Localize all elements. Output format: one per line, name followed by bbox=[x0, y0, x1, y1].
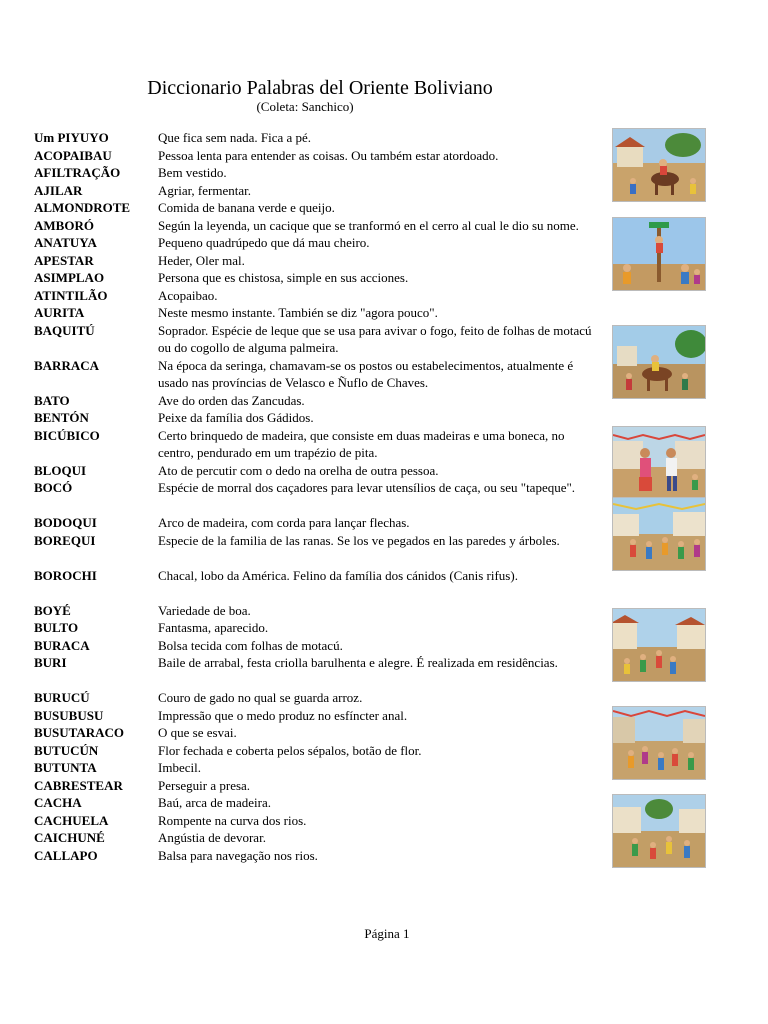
dictionary-entry bbox=[34, 147, 594, 165]
entry-definition: Neste mesmo instante. También se diz "agora pouco". bbox=[158, 305, 438, 320]
dictionary-entry bbox=[34, 479, 594, 497]
entry-definition: Fantasma, aparecido. bbox=[158, 620, 269, 635]
dictionary-entry bbox=[34, 164, 594, 182]
entry-definition: Arco de madeira, com corda para lançar flechas. bbox=[158, 515, 410, 530]
dictionary-list bbox=[34, 129, 594, 864]
entry-term: CACHA bbox=[34, 795, 82, 810]
dictionary-entry bbox=[34, 357, 594, 392]
dictionary-entry bbox=[34, 322, 594, 357]
entry-definition: Soprador. Espécie de leque que se usa para avivar o fogo, feito de folhas de motacú ou do cogollo de alguma palmeira. bbox=[158, 322, 592, 355]
dictionary-entry bbox=[34, 217, 594, 235]
entry-definition: Bem vestido. bbox=[158, 165, 227, 180]
entry-definition: Baile de arrabal, festa criolla barulhenta e alegre. É realizada em residências. bbox=[158, 655, 558, 670]
dictionary-entry bbox=[34, 269, 594, 287]
page-subtitle: (Coleta: Sanchico) bbox=[256, 99, 354, 114]
entry-definition: Espécie de morral dos caçadores para levar utensílios de caça, ou seu "tapeque". bbox=[158, 480, 576, 495]
dictionary-entry bbox=[34, 462, 594, 480]
entry-definition: Variedade de boa. bbox=[158, 602, 251, 618]
dictionary-entry bbox=[34, 847, 594, 865]
dictionary-entry bbox=[34, 567, 594, 585]
entry-definition: Couro de gado no qual se guarda arroz. bbox=[158, 690, 363, 705]
entry-definition: Persona que es chistosa, simple en sus acciones. bbox=[158, 270, 409, 285]
dictionary-entry bbox=[34, 812, 594, 830]
entry-term: BICÚBICO bbox=[34, 427, 100, 443]
dictionary-entry bbox=[34, 689, 594, 707]
dictionary-entry bbox=[34, 182, 594, 200]
entry-term: BULTO bbox=[34, 620, 79, 635]
dictionary-entry bbox=[34, 794, 594, 812]
entry-term: ACOPAIBAU bbox=[34, 147, 112, 163]
entry-term: BARRACA bbox=[34, 357, 99, 373]
entry-definition: Impressão que o medo produz no esfíncter anal. bbox=[158, 707, 408, 723]
entry-definition: Certo brinquedo de madeira, que consiste em duas madeiras e uma boneca, no centro, pendurado em um trapézio de pita. bbox=[158, 427, 565, 460]
entry-term: BOCÓ bbox=[34, 480, 73, 495]
dictionary-entry bbox=[34, 304, 594, 322]
dictionary-entry bbox=[34, 409, 594, 427]
dictionary-entry bbox=[34, 829, 594, 847]
entry-definition: Pequeno quadrúpedo que dá mau cheiro. bbox=[158, 235, 370, 250]
entry-term: AJILAR bbox=[34, 182, 83, 198]
dictionary-entry bbox=[34, 392, 594, 410]
entry-term: ANATUYA bbox=[34, 235, 97, 250]
entry-term: BLOQUI bbox=[34, 462, 87, 478]
entry-term: CAICHUNÉ bbox=[34, 830, 105, 845]
entry-definition: Comida de banana verde e queijo. bbox=[158, 200, 335, 215]
entry-term: BURI bbox=[34, 655, 67, 670]
entry-term: BODOQUI bbox=[34, 515, 97, 530]
entry-term: CABRESTEAR bbox=[34, 777, 123, 793]
dictionary-entry bbox=[34, 427, 594, 462]
illustration-cart-horse bbox=[612, 325, 706, 399]
entry-definition: Na época da seringa, chamavam-se os postos ou estabelecimentos, atualmente é usado nas províncias de Velasco e Ñuflo de Chaves. bbox=[158, 357, 574, 390]
entry-definition: Acopaibao. bbox=[158, 287, 218, 303]
entry-term: AFILTRAÇÃO bbox=[34, 165, 121, 180]
entry-term: BOYÉ bbox=[34, 602, 71, 618]
illustration-plaza-crowd bbox=[612, 706, 706, 780]
entry-definition: Flor fechada e coberta pelos sépalos, botão de flor. bbox=[158, 742, 422, 758]
dictionary-entry bbox=[34, 514, 594, 532]
entry-definition: Pessoa lenta para entender as coisas. Ou também estar atordoado. bbox=[158, 147, 499, 163]
dictionary-entry bbox=[34, 707, 594, 725]
entry-term: Um PIYUYO bbox=[34, 130, 109, 145]
entry-definition: Baú, arca de madeira. bbox=[158, 795, 271, 810]
entry-definition: Rompente na curva dos rios. bbox=[158, 812, 307, 828]
entry-term: CALLAPO bbox=[34, 847, 98, 863]
entry-definition: Angústia de devorar. bbox=[158, 830, 266, 845]
illustration-pole-climb bbox=[612, 217, 706, 291]
page-number: Página 1 bbox=[364, 926, 410, 941]
dictionary-entry bbox=[34, 287, 594, 305]
entry-term: BUSUTARACO bbox=[34, 725, 125, 740]
dictionary-entry bbox=[34, 234, 594, 252]
entry-definition: Imbecil. bbox=[158, 760, 201, 775]
entry-term: AMBORÓ bbox=[34, 217, 94, 233]
dictionary-entry bbox=[34, 724, 594, 742]
dictionary-entry bbox=[34, 619, 594, 637]
entry-definition: O que se esvai. bbox=[158, 725, 237, 740]
entry-term: BENTÓN bbox=[34, 410, 89, 425]
dictionary-entry bbox=[34, 252, 594, 270]
entry-term: BUSUBUSU bbox=[34, 707, 104, 723]
dictionary-entry bbox=[34, 654, 594, 672]
entry-term: CACHUELA bbox=[34, 812, 109, 828]
entry-definition: Según la leyenda, un cacique que se tranformó en el cerro al cual le dio su nome. bbox=[158, 217, 579, 233]
dictionary-entry bbox=[34, 759, 594, 777]
illustration-couple-dancing bbox=[612, 426, 706, 500]
entry-definition: Agriar, fermentar. bbox=[158, 182, 251, 198]
illustration-street-games bbox=[612, 794, 706, 868]
dictionary-entry bbox=[34, 532, 594, 550]
entry-definition: Peixe da família dos Gádidos. bbox=[158, 410, 314, 425]
entry-term: BURUCÚ bbox=[34, 690, 90, 705]
entry-definition: Especie de la familia de las ranas. Se los ve pegados en las paredes y árboles. bbox=[158, 532, 560, 548]
entry-definition: Balsa para navegação nos rios. bbox=[158, 847, 318, 863]
dictionary-entry bbox=[34, 777, 594, 795]
entry-term: BURACA bbox=[34, 637, 90, 653]
entry-definition: Perseguir a presa. bbox=[158, 777, 251, 793]
dictionary-entry bbox=[34, 199, 594, 217]
dictionary-entry bbox=[34, 637, 594, 655]
dictionary-entry bbox=[34, 742, 594, 760]
illustration-street-festival bbox=[612, 497, 706, 571]
entry-term: BOREQUI bbox=[34, 532, 96, 548]
dictionary-entry bbox=[34, 602, 594, 620]
entry-definition: Que fica sem nada. Fica a pé. bbox=[158, 130, 312, 145]
entry-definition: Heder, Oler mal. bbox=[158, 252, 245, 268]
entry-term: APESTAR bbox=[34, 252, 94, 268]
entry-term: ALMONDROTE bbox=[34, 200, 131, 215]
entry-term: BATO bbox=[34, 392, 70, 408]
entry-term: BOROCHI bbox=[34, 567, 97, 583]
illustration-horse-rider bbox=[612, 128, 706, 202]
entry-definition: Bolsa tecida com folhas de motacú. bbox=[158, 637, 343, 653]
entry-definition: Ato de percutir com o dedo na orelha de outra pessoa. bbox=[158, 462, 439, 478]
entry-definition: Ave do orden das Zancudas. bbox=[158, 392, 305, 408]
entry-term: BAQUITÚ bbox=[34, 322, 95, 338]
entry-term: ATINTILÃO bbox=[34, 287, 108, 303]
entry-term: AURITA bbox=[34, 305, 85, 320]
entry-term: BUTUNTA bbox=[34, 760, 97, 775]
illustration-village-dance bbox=[612, 608, 706, 682]
page-title: Diccionario Palabras del Oriente Boliviano bbox=[147, 77, 493, 99]
entry-term: BUTUCÚN bbox=[34, 742, 99, 758]
entry-definition: Chacal, lobo da América. Felino da família dos cánidos (Canis rifus). bbox=[158, 567, 518, 583]
entry-term: ASIMPLAO bbox=[34, 270, 105, 285]
dictionary-entry bbox=[34, 129, 594, 147]
